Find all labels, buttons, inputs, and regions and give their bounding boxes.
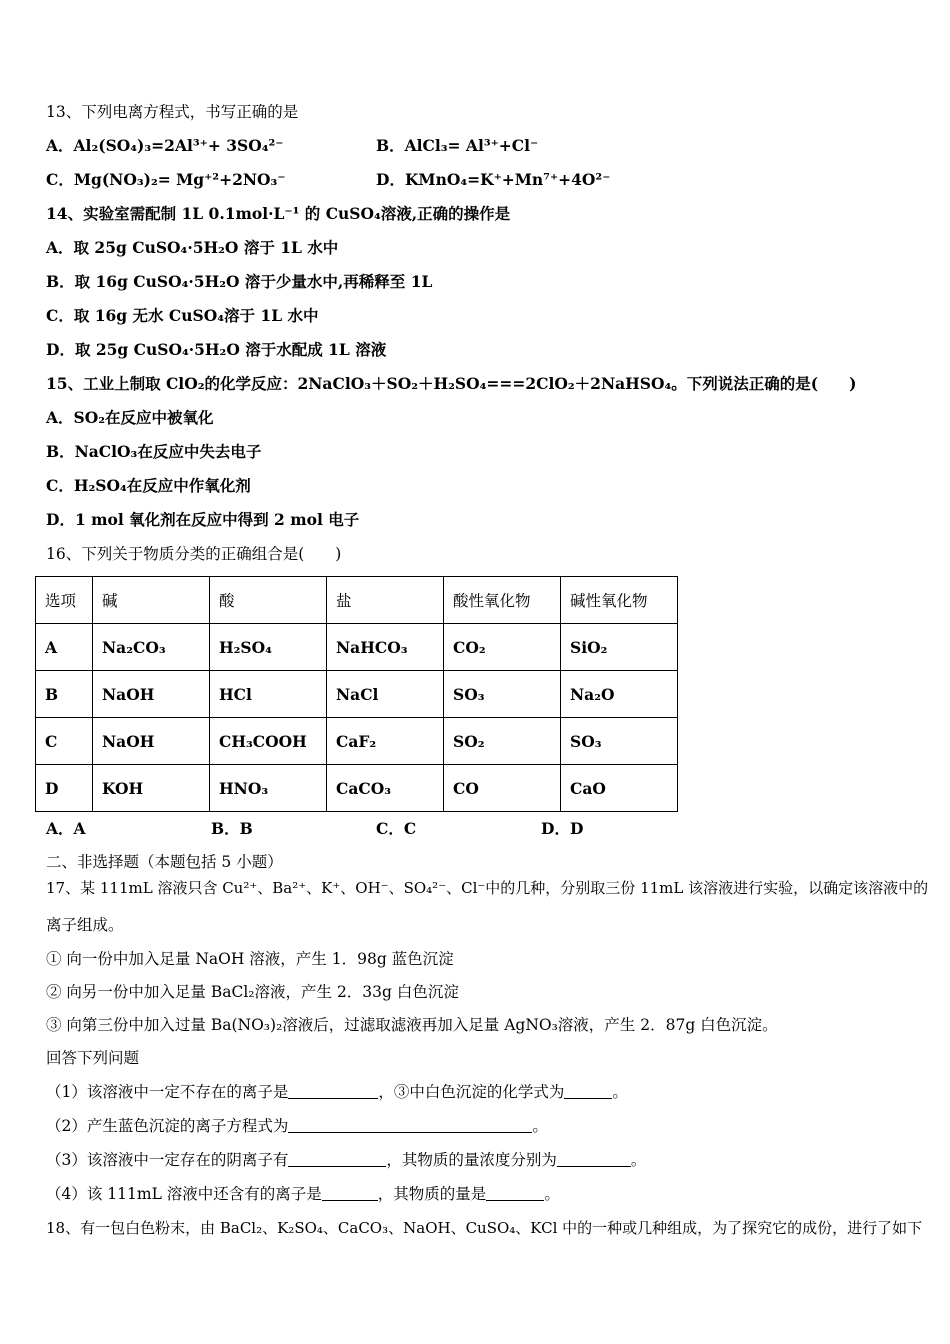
table-cell: CaCO₃ <box>327 765 444 812</box>
q14-stem: 14、实验室需配制 1L 0.1mol·L⁻¹ 的 CuSO₄溶液,正确的操作是 <box>46 204 511 223</box>
answer-blank[interactable] <box>564 1084 612 1099</box>
q13-option-a: A．Al₂(SO₄)₃=2Al³⁺+ 3SO₄²⁻ <box>46 136 284 155</box>
table-cell: CH₃COOH <box>210 718 327 765</box>
table-cell: D <box>36 765 93 812</box>
table-cell: SO₃ <box>444 671 561 718</box>
table-row <box>36 671 678 718</box>
table-cell: CaF₂ <box>327 718 444 765</box>
q17-part-1: （1）该溶液中一定不存在的离子是 ，③中白色沉淀的化学式为 。 <box>46 1083 628 1101</box>
q17-step-3: ③ 向第三份中加入过量 Ba(NO₃)₂溶液后，过滤取滤液再加入足量 AgNO₃溶液，产生 2．87g 白色沉淀。 <box>46 1016 778 1034</box>
table-cell: SO₂ <box>444 718 561 765</box>
table-cell: CaO <box>561 765 678 812</box>
table-header-cell: 碱 <box>93 577 210 624</box>
answer-blank[interactable] <box>322 1186 378 1201</box>
answer-blank[interactable] <box>557 1152 631 1167</box>
answer-blank[interactable] <box>288 1118 532 1133</box>
q17-step-2: ② 向另一份中加入足量 BaCl₂溶液，产生 2．33g 白色沉淀 <box>46 983 459 1001</box>
q13-option-d: D．KMnO₄=K⁺+Mn⁷⁺+4O²⁻ <box>376 170 611 189</box>
table-cell: H₂SO₄ <box>210 624 327 671</box>
table-header-cell: 酸 <box>210 577 327 624</box>
q17-stem-line2: 离子组成。 <box>46 916 124 934</box>
q17-step-1: ① 向一份中加入足量 NaOH 溶液，产生 1．98g 蓝色沉淀 <box>46 950 454 968</box>
table-cell: NaOH <box>93 671 210 718</box>
q17-prompt: 回答下列问题 <box>46 1049 140 1067</box>
section-heading: 二、非选择题（本题包括 5 小题） <box>46 853 283 871</box>
classification-table <box>35 576 678 812</box>
q16-option-d: D．D <box>541 819 584 838</box>
table-row <box>36 765 678 812</box>
table-header-cell: 酸性氧化物 <box>444 577 561 624</box>
table-row <box>36 624 678 671</box>
q13-option-b: B．AlCl₃= Al³⁺+Cl⁻ <box>376 136 539 155</box>
answer-blank[interactable] <box>288 1152 386 1167</box>
table-cell: CO <box>444 765 561 812</box>
table-cell: Na₂O <box>561 671 678 718</box>
q17-part-4: （4）该 111mL 溶液中还含有的离子是 ，其物质的量是 。 <box>46 1185 560 1203</box>
q15-stem: 15、工业上制取 ClO₂的化学反应：2NaClO₃＋SO₂＋H₂SO₄===2ClO₂＋2NaHSO₄。下列说法正确的是( ) <box>46 374 857 393</box>
q16-option-a: A．A <box>46 819 86 838</box>
table-cell: KOH <box>93 765 210 812</box>
table-cell: SO₃ <box>561 718 678 765</box>
q15-option-b: B．NaClO₃在反应中失去电子 <box>46 442 262 461</box>
q14-option-a: A．取 25g CuSO₄·5H₂O 溶于 1L 水中 <box>46 238 339 257</box>
table-header-cell: 盐 <box>327 577 444 624</box>
answer-blank[interactable] <box>288 1084 378 1099</box>
q14-option-b: B．取 16g CuSO₄·5H₂O 溶于少量水中,再稀释至 1L <box>46 272 433 291</box>
q18-stem: 18、有一包白色粉末，由 BaCl₂、K₂SO₄、CaCO₃、NaOH、CuSO₄、KCl 中的一种或几种组成，为了探究它的成份，进行了如下 <box>46 1219 923 1237</box>
q15-option-c: C．H₂SO₄在反应中作氧化剂 <box>46 476 251 495</box>
q13-stem <box>46 102 298 122</box>
q17-part-2: （2）产生蓝色沉淀的离子方程式为 。 <box>46 1117 548 1135</box>
table-cell: CO₂ <box>444 624 561 671</box>
table-cell: HNO₃ <box>210 765 327 812</box>
q16-stem: 16、下列关于物质分类的正确组合是( ) <box>46 545 342 563</box>
q13-option-c: C．Mg(NO₃)₂= Mg⁺²+2NO₃⁻ <box>46 170 286 189</box>
q14-option-d: D．取 25g CuSO₄·5H₂O 溶于水配成 1L 溶液 <box>46 340 387 359</box>
table-header-cell: 碱性氧化物 <box>561 577 678 624</box>
q16-option-b: B．B <box>211 819 253 838</box>
table-header-cell: 选项 <box>36 577 93 624</box>
table-cell: C <box>36 718 93 765</box>
answer-blank[interactable] <box>486 1186 544 1201</box>
q15-option-a: A．SO₂在反应中被氧化 <box>46 408 214 427</box>
table-cell: NaOH <box>93 718 210 765</box>
q17-part-3: （3）该溶液中一定存在的阴离子有 ，其物质的量浓度分别为 。 <box>46 1151 647 1169</box>
table-cell: A <box>36 624 93 671</box>
q15-option-d: D．1 mol 氧化剂在反应中得到 2 mol 电子 <box>46 510 360 529</box>
table-cell: NaHCO₃ <box>327 624 444 671</box>
table-cell: NaCl <box>327 671 444 718</box>
table-cell: HCl <box>210 671 327 718</box>
table-cell: B <box>36 671 93 718</box>
q14-option-c: C．取 16g 无水 CuSO₄溶于 1L 水中 <box>46 306 319 325</box>
q16-option-c: C．C <box>376 819 417 838</box>
table-header-row <box>36 577 678 624</box>
q17-stem-line1: 17、某 111mL 溶液只含 Cu²⁺、Ba²⁺、K⁺、OH⁻、SO₄²⁻、Cl⁻中的几种，分别取三份 11mL 该溶液进行实验，以确定该溶液中的 <box>46 879 929 897</box>
table-cell: SiO₂ <box>561 624 678 671</box>
table-row <box>36 718 678 765</box>
q13-stem-text: 13、下列电离方程式，书写正确的是 <box>46 103 299 121</box>
table-cell: Na₂CO₃ <box>93 624 210 671</box>
